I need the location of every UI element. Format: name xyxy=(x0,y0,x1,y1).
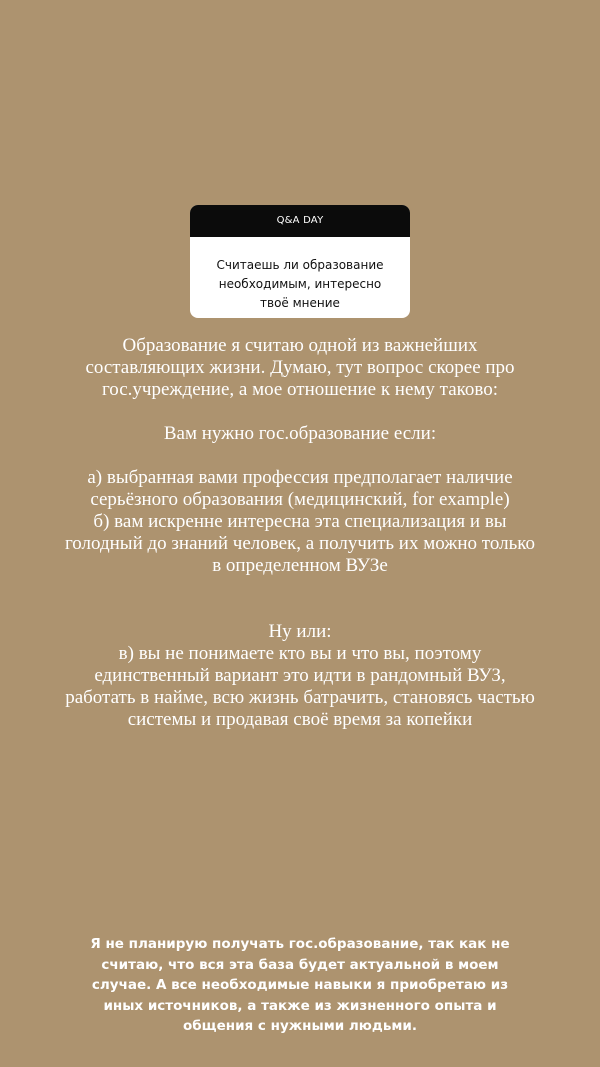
answer-line: единственный вариант это идти в рандомный ВУЗ, xyxy=(94,665,506,686)
answer-line: Ну или: xyxy=(268,621,332,642)
bottom-note-line: считаю, что вся эта база будет актуальной в моем xyxy=(101,956,499,973)
bottom-note-line: Я не планирую получать гос.образование, так как не xyxy=(90,936,510,952)
qa-question-line: необходимым, интересно xyxy=(218,277,382,291)
answer-line: а) выбранная вами профессия предполагает наличие xyxy=(87,467,513,488)
answer-line: в) вы не понимаете кто вы и что вы, поэтому xyxy=(118,643,482,664)
answer-line: в определенном ВУЗе xyxy=(212,555,388,576)
qa-question-sticker[interactable] xyxy=(190,205,410,318)
answer-line: Вам нужно гос.образование если: xyxy=(163,423,437,444)
bottom-note xyxy=(40,934,560,1037)
answer-conditions xyxy=(0,467,600,577)
qa-sticker-header: Q&A DAY xyxy=(190,205,410,237)
answer-line: составляющих жизни. Думаю, тут вопрос скорее про xyxy=(85,357,515,378)
qa-sticker-question xyxy=(190,237,410,313)
answer-alternative xyxy=(0,621,600,731)
answer-line: голодный до знаний человек, а получить их можно только xyxy=(64,533,536,554)
answer-line: системы и продавая своё время за копейки xyxy=(127,709,473,730)
qa-question-line: Считаешь ли образование xyxy=(216,258,384,272)
qa-question-line: твоё мнение xyxy=(260,296,340,310)
answer-intro xyxy=(0,335,600,401)
answer-need-heading xyxy=(0,423,600,445)
bottom-note-line: случае. А все необходимые навыки я приобретаю из xyxy=(91,977,509,993)
bottom-note-line: общения с нужными людьми. xyxy=(182,1018,417,1034)
answer-line: Образование я считаю одной из важнейших xyxy=(122,335,478,356)
bottom-note-line: иных источников, а также из жизненного опыта и xyxy=(103,997,497,1014)
answer-line: работать в найме, всю жизнь батрачить, становясь частью xyxy=(65,687,535,708)
answer-line: серьёзного образования (медицинский, for example) xyxy=(90,489,510,510)
answer-line: гос.учреждение, а мое отношение к нему таково: xyxy=(101,379,499,400)
answer-line: б) вам искренне интересна эта специализация и вы xyxy=(93,511,507,532)
